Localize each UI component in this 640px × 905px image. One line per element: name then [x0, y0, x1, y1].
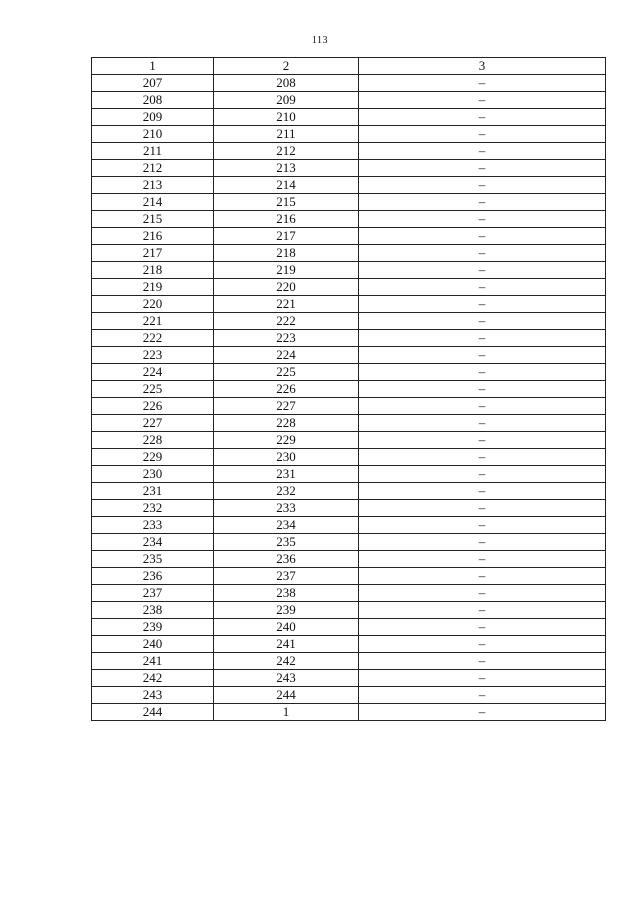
table-cell-col-3: –	[359, 296, 606, 313]
table-row	[92, 279, 606, 296]
table-cell-col-2: 238	[214, 585, 359, 602]
table-cell-col-2: 217	[214, 228, 359, 245]
table-row	[92, 653, 606, 670]
table-row	[92, 177, 606, 194]
table-cell-col-3: –	[359, 534, 606, 551]
table-cell-col-2: 212	[214, 143, 359, 160]
table-cell-col-3: –	[359, 483, 606, 500]
table-row	[92, 126, 606, 143]
table-cell-col-3: –	[359, 704, 606, 721]
table-row	[92, 262, 606, 279]
table-cell-col-2: 224	[214, 347, 359, 364]
table-cell-col-1: 220	[92, 296, 214, 313]
table-cell-col-1: 244	[92, 704, 214, 721]
table-cell-col-3: –	[359, 194, 606, 211]
table-cell-col-3: –	[359, 381, 606, 398]
table-cell-col-3: –	[359, 313, 606, 330]
table-row	[92, 398, 606, 415]
table-body	[92, 75, 606, 721]
table-cell-col-1: 226	[92, 398, 214, 415]
table-cell-col-3: –	[359, 279, 606, 296]
table-cell-col-1: 231	[92, 483, 214, 500]
table-row	[92, 619, 606, 636]
table-cell-col-2: 209	[214, 92, 359, 109]
table-cell-col-3: –	[359, 126, 606, 143]
table-cell-col-2: 226	[214, 381, 359, 398]
table-cell-col-1: 229	[92, 449, 214, 466]
table-cell-col-1: 243	[92, 687, 214, 704]
table-row	[92, 296, 606, 313]
table-cell-col-1: 238	[92, 602, 214, 619]
table-cell-col-1: 239	[92, 619, 214, 636]
table-cell-col-2: 210	[214, 109, 359, 126]
table-cell-col-3: –	[359, 177, 606, 194]
table-cell-col-1: 230	[92, 466, 214, 483]
page-number: 113	[311, 35, 329, 46]
table-cell-col-1: 235	[92, 551, 214, 568]
table-cell-col-2: 237	[214, 568, 359, 585]
table-cell-col-3: –	[359, 109, 606, 126]
table-cell-col-3: –	[359, 517, 606, 534]
table-row	[92, 687, 606, 704]
table-row	[92, 160, 606, 177]
table-cell-col-3: –	[359, 602, 606, 619]
table-row	[92, 517, 606, 534]
table-cell-col-3: –	[359, 500, 606, 517]
table-cell-col-2: 211	[214, 126, 359, 143]
table-cell-col-2: 234	[214, 517, 359, 534]
table-row	[92, 415, 606, 432]
table-cell-col-3: –	[359, 568, 606, 585]
table-cell-col-3: –	[359, 636, 606, 653]
table-row	[92, 466, 606, 483]
table-row	[92, 602, 606, 619]
table-row	[92, 245, 606, 262]
table-cell-col-1: 218	[92, 262, 214, 279]
table-cell-col-2: 208	[214, 75, 359, 92]
table-cell-col-3: –	[359, 75, 606, 92]
table-row	[92, 432, 606, 449]
table-row	[92, 330, 606, 347]
table-row	[92, 568, 606, 585]
table-cell-col-2: 235	[214, 534, 359, 551]
table-row	[92, 449, 606, 466]
table-cell-col-1: 232	[92, 500, 214, 517]
table-cell-col-1: 225	[92, 381, 214, 398]
table-row	[92, 364, 606, 381]
table-cell-col-1: 213	[92, 177, 214, 194]
table-row	[92, 381, 606, 398]
table-cell-col-2: 239	[214, 602, 359, 619]
table-cell-col-1: 227	[92, 415, 214, 432]
table-cell-col-2: 223	[214, 330, 359, 347]
table-cell-col-2: 233	[214, 500, 359, 517]
table-cell-col-1: 237	[92, 585, 214, 602]
table-row	[92, 347, 606, 364]
table-cell-col-1: 236	[92, 568, 214, 585]
table-cell-col-3: –	[359, 330, 606, 347]
table-cell-col-3: –	[359, 449, 606, 466]
table-header	[92, 58, 606, 75]
table-cell-col-2: 220	[214, 279, 359, 296]
table-cell-col-1: 242	[92, 670, 214, 687]
table-cell-col-3: –	[359, 466, 606, 483]
table-cell-col-2: 229	[214, 432, 359, 449]
table-cell-col-2: 1	[214, 704, 359, 721]
table-cell-col-1: 209	[92, 109, 214, 126]
table-cell-col-1: 228	[92, 432, 214, 449]
table-row	[92, 92, 606, 109]
table-cell-col-2: 227	[214, 398, 359, 415]
table-row	[92, 194, 606, 211]
table-cell-col-1: 219	[92, 279, 214, 296]
table-row	[92, 500, 606, 517]
table-cell-col-2: 215	[214, 194, 359, 211]
header-cell-2: 2	[214, 58, 359, 75]
table-row	[92, 636, 606, 653]
table-cell-col-3: –	[359, 160, 606, 177]
table-cell-col-2: 240	[214, 619, 359, 636]
table-cell-col-3: –	[359, 228, 606, 245]
table-cell-col-2: 231	[214, 466, 359, 483]
table-cell-col-2: 216	[214, 211, 359, 228]
header-row	[92, 58, 606, 75]
table-cell-col-2: 230	[214, 449, 359, 466]
table-cell-col-3: –	[359, 415, 606, 432]
table-cell-col-3: –	[359, 687, 606, 704]
header-cell-3: 3	[359, 58, 606, 75]
table-cell-col-3: –	[359, 245, 606, 262]
table-row	[92, 551, 606, 568]
table-cell-col-2: 242	[214, 653, 359, 670]
table-cell-col-1: 208	[92, 92, 214, 109]
table-cell-col-1: 234	[92, 534, 214, 551]
table-cell-col-3: –	[359, 653, 606, 670]
table-cell-col-1: 215	[92, 211, 214, 228]
table-cell-col-1: 233	[92, 517, 214, 534]
table-cell-col-2: 236	[214, 551, 359, 568]
table-row	[92, 228, 606, 245]
table-cell-col-2: 243	[214, 670, 359, 687]
table-cell-col-1: 241	[92, 653, 214, 670]
table-cell-col-3: –	[359, 92, 606, 109]
table-cell-col-2: 218	[214, 245, 359, 262]
table-cell-col-2: 228	[214, 415, 359, 432]
table-cell-col-1: 216	[92, 228, 214, 245]
table-cell-col-2: 222	[214, 313, 359, 330]
table-row	[92, 75, 606, 92]
table-cell-col-1: 224	[92, 364, 214, 381]
table-cell-col-1: 214	[92, 194, 214, 211]
table-cell-col-3: –	[359, 551, 606, 568]
table-row	[92, 211, 606, 228]
table-cell-col-2: 219	[214, 262, 359, 279]
table-row	[92, 704, 606, 721]
table-cell-col-1: 222	[92, 330, 214, 347]
table-cell-col-2: 213	[214, 160, 359, 177]
table-cell-col-3: –	[359, 211, 606, 228]
table-row	[92, 670, 606, 687]
table-cell-col-3: –	[359, 364, 606, 381]
table-cell-col-2: 214	[214, 177, 359, 194]
table-cell-col-1: 240	[92, 636, 214, 653]
table-row	[92, 143, 606, 160]
table-row	[92, 534, 606, 551]
table-cell-col-3: –	[359, 143, 606, 160]
table-row	[92, 109, 606, 126]
table-cell-col-1: 211	[92, 143, 214, 160]
table-cell-col-3: –	[359, 619, 606, 636]
table-cell-col-1: 210	[92, 126, 214, 143]
table-row	[92, 585, 606, 602]
table-cell-col-1: 223	[92, 347, 214, 364]
header-cell-1: 1	[92, 58, 214, 75]
table-cell-col-2: 244	[214, 687, 359, 704]
data-table	[91, 57, 606, 721]
table-cell-col-3: –	[359, 585, 606, 602]
table-cell-col-2: 221	[214, 296, 359, 313]
table-cell-col-3: –	[359, 347, 606, 364]
table-cell-col-3: –	[359, 432, 606, 449]
table-cell-col-2: 232	[214, 483, 359, 500]
table-cell-col-2: 241	[214, 636, 359, 653]
table-cell-col-3: –	[359, 398, 606, 415]
table-row	[92, 313, 606, 330]
table-cell-col-1: 212	[92, 160, 214, 177]
table-cell-col-1: 217	[92, 245, 214, 262]
table-cell-col-1: 221	[92, 313, 214, 330]
table-cell-col-2: 225	[214, 364, 359, 381]
table-cell-col-3: –	[359, 670, 606, 687]
table-cell-col-3: –	[359, 262, 606, 279]
table-cell-col-1: 207	[92, 75, 214, 92]
table-row	[92, 483, 606, 500]
